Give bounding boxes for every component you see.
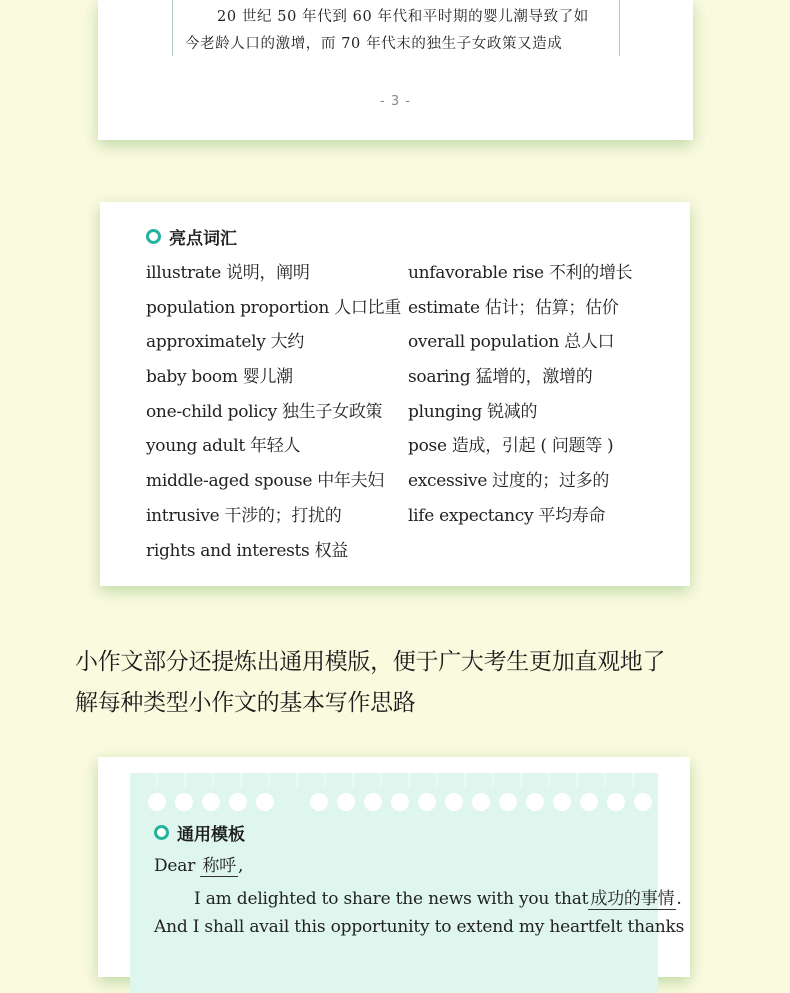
vocab-item: young adult 年轻人: [146, 436, 301, 457]
template-heading-label: 通用模板: [177, 825, 245, 845]
vocabulary-right-column: [408, 256, 632, 534]
vocabulary-heading: [146, 224, 237, 249]
vocab-item: middle-aged spouse 中年夫妇: [146, 471, 385, 492]
success-blank: 成功的事情: [590, 889, 675, 909]
notepad-torn-edge: [130, 773, 658, 787]
notepad: [130, 773, 658, 993]
letter-text: I am delighted to share the news with you that: [194, 889, 589, 909]
ring-hole-icon: [472, 793, 490, 811]
vocab-item: illustrate 说明，阐明: [146, 263, 310, 283]
vocabulary-heading-label: 亮点词汇: [169, 229, 237, 249]
ring-hole-icon: [391, 793, 409, 811]
ring-hole-icon: [364, 793, 382, 811]
ring-hole-icon: [580, 793, 598, 811]
description-text: [75, 642, 725, 724]
vocab-item: baby boom 婴儿潮: [146, 367, 293, 388]
vocab-item: intrusive 干涉的；打扰的: [146, 505, 342, 526]
ring-hole-icon: [310, 793, 328, 811]
ring-hole-icon: [634, 793, 652, 811]
ring-hole-icon: [445, 793, 463, 811]
quote-box: [172, 0, 620, 56]
ring-hole-icon: [256, 793, 274, 811]
ring-hole-icon: [202, 793, 220, 811]
salutation-blank: 称呼: [202, 856, 236, 876]
vocab-item: overall population 总人口: [408, 332, 615, 353]
vocab-item: rights and interests 权益: [146, 540, 348, 561]
letter-body-line-1: [194, 884, 682, 909]
vocab-item: approximately 大约: [146, 332, 305, 353]
vocab-item: plunging 锐减的: [408, 401, 538, 422]
vocabulary-left-column: [146, 256, 401, 568]
circle-bullet-icon: [154, 825, 169, 840]
excerpt-line-2: 今老龄人口的激增，而 70 年代末的独生子女政策又造成: [185, 36, 563, 52]
template-heading: [154, 820, 245, 845]
description-line-1: 小作文部分还提炼出通用模版，便于广大考生更加直观地了: [75, 649, 666, 675]
letter-punct: .: [676, 889, 682, 909]
page-excerpt-card: [98, 0, 693, 140]
ring-hole-icon: [526, 793, 544, 811]
notepad-rings: [130, 793, 658, 813]
vocab-item: soaring 猛增的，激增的: [408, 367, 593, 388]
vocab-item: unfavorable rise 不利的增长: [408, 263, 633, 283]
template-card: [98, 757, 690, 977]
vocab-item: estimate 估计；估算；估价: [408, 297, 619, 318]
ring-hole-icon: [175, 793, 193, 811]
salutation-suffix: ,: [237, 856, 244, 876]
ring-hole-icon: [229, 793, 247, 811]
salutation-prefix: Dear: [154, 856, 201, 876]
ring-hole-icon: [148, 793, 166, 811]
vocabulary-card: [100, 202, 690, 586]
salutation-line: [154, 851, 243, 876]
vocab-item: excessive 过度的；过多的: [408, 471, 610, 492]
excerpt-line-1: 20 世纪 50 年代到 60 年代和平时期的婴儿潮导致了如: [217, 9, 589, 25]
vocab-item: life expectancy 平均寿命: [408, 505, 606, 526]
vocab-item: population proportion 人口比重: [146, 297, 401, 318]
circle-bullet-icon: [146, 229, 161, 244]
letter-body-line-2: And I shall avail this opportunity to extend my heartfelt thanks: [154, 917, 685, 937]
page-number: - 3 -: [380, 94, 411, 109]
vocab-item: one-child policy 独生子女政策: [146, 401, 383, 422]
ring-hole-icon: [499, 793, 517, 811]
vocab-item: pose 造成，引起 ( 问题等 ): [408, 436, 614, 457]
ring-hole-icon: [337, 793, 355, 811]
ring-hole-icon: [553, 793, 571, 811]
description-line-2: 解每种类型小作文的基本写作思路: [75, 690, 416, 716]
ring-hole-icon: [607, 793, 625, 811]
ring-hole-icon: [418, 793, 436, 811]
